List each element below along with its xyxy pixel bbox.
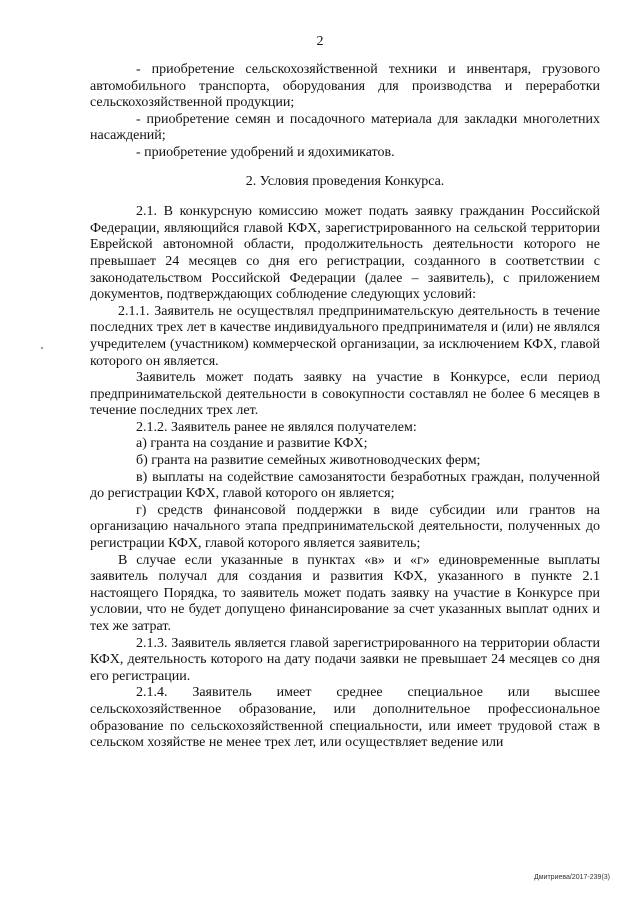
paragraph-2-1: 2.1. В конкурсную комиссию может подать заявку гражданин Российской Федерации, являющийся главой КФХ, зарегистрированного на сельской территории Еврейской автономной области, продолжительность деятельности которого не превышает 24 месяцев со дня его регистрации, созданного в соответствии с законодательством Российской Федерации (далее – заявитель), с приложением документов, подтверждающих соблюдение следующих условий: <box>90 204 600 303</box>
section-heading: 2. Условия проведения Конкурса. <box>245 173 445 189</box>
paragraph-2-1-2: 2.1.2. Заявитель ранее не являлся получателем: <box>136 419 417 435</box>
item-b: б) гранта на развитие семейных животноводческих ферм; <box>136 453 481 469</box>
paragraph-period: Заявитель может подать заявку на участие в Конкурсе, если период предпринимательской деятельности в совокупности составлял не более 6 месяцев в течение последних трех лет. <box>90 370 600 419</box>
paragraph-2-1-1: 2.1.1. Заявитель не осуществлял предпринимательскую деятельность в течение последних трех лет в качестве индивидуального предпринимателя и (или) не являлся учредителем (участником) коммерческой организации, за исключением КФХ, главой которого он является. <box>90 303 600 369</box>
list-item: - приобретение семян и посадочного материала для закладки многолетних насаждений; <box>90 111 600 144</box>
item-v: в) выплаты на содействие самозанятости безработных граждан, полученной до регистрации КФХ, главой которого он является; <box>90 469 600 502</box>
paragraph-case: В случае если указанные в пунктах «в» и «г» единовременные выплаты заявитель получал для создания и развития КФХ, указанного в пункте 2.1 настоящего Порядка, то заявитель может подать заявку на участие в Конкурсе при условии, что не будет допущено финансирование за счет указанных выплат одних и тех же затрат. <box>90 552 600 634</box>
list-item: - приобретение сельскохозяйственной техники и инвентаря, грузового автомобильного транспорта, оборудования для производства и переработки сельскохозяйственной продукции; <box>90 62 600 111</box>
item-g: г) средств финансовой поддержки в виде субсидии или грантов на организацию начального этапа предпринимательской деятельности, полученных до регистрации КФХ, главой которого является заявитель; <box>90 502 600 552</box>
page-number: 2 <box>316 34 324 49</box>
paragraph-2-1-4: 2.1.4. Заявитель имеет среднее специальное или высшее сельскохозяйственное образование, или дополнительное профессиональное образование по сельскохозяйственной специальности, или имеет трудовой стаж в сельском хозяйстве не менее трех лет, или осуществляет ведение или <box>90 685 600 751</box>
scan-speck <box>41 347 43 349</box>
paragraph-2-1-3: 2.1.3. Заявитель является главой зарегистрированного на территории области КФХ, деятельность которого на дату подачи заявки не превышает 24 месяцев со дня его регистрации. <box>90 635 600 684</box>
list-item: - приобретение удобрений и ядохимикатов. <box>136 144 395 160</box>
item-a: а) гранта на создание и развитие КФХ; <box>136 436 368 452</box>
document-body <box>90 62 600 752</box>
footer-code: Дмитриева/2017-239(3) <box>534 874 610 881</box>
